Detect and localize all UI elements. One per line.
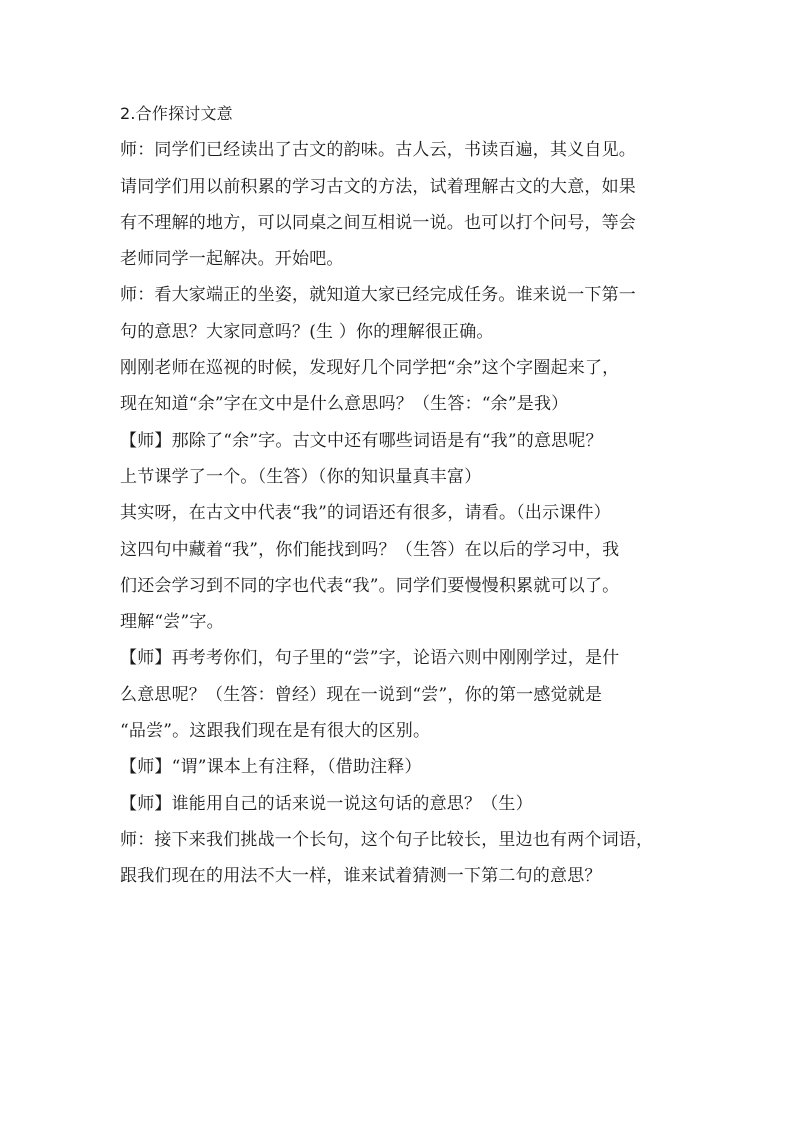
paragraph-line: 理解“尝”字。	[120, 612, 224, 633]
paragraph-line: 上节课学了一个。（生答）（你的知识量真丰富）	[120, 466, 482, 487]
paragraph-line: 师：接下来我们挑战一个长句，这个句子比较长，里边也有两个词语，	[120, 829, 654, 850]
paragraph-line: 刚刚老师在巡视的时候，发现好几个同学把“余”这个字圈起来了，	[120, 358, 620, 379]
paragraph-line: 有不理解的地方，可以同桌之间互相说一说。也可以打个问号，等会	[120, 212, 636, 233]
paragraph-line: 么意思呢？（生答：曾经）现在一说到“尝”，你的第一感觉就是	[120, 684, 603, 705]
paragraph-line: 师：同学们已经读出了古文的韵味。古人云，书读百遍，其义自见。	[120, 140, 636, 161]
paragraph-line: 这四句中藏着“我”，你们能找到吗？（生答）在以后的学习中，我	[120, 539, 620, 560]
paragraph-line: 【师】“谓”课本上有注释，（借助注释）	[120, 757, 422, 778]
paragraph-line: 跟我们现在的用法不大一样，谁来试着猜测一下第二句的意思？	[120, 866, 602, 887]
paragraph-line: 句的意思？大家同意吗？(生 ）你的理解很正确。	[120, 321, 494, 342]
paragraph-line: “品尝”。这跟我们现在是有很大的区别。	[120, 721, 431, 742]
paragraph-line: 【师】再考考你们，句子里的“尝”字，论语六则中刚刚学过，是什	[120, 648, 620, 669]
paragraph-line: 们还会学习到不同的字也代表“我”。同学们要慢慢积累就可以了。	[120, 575, 620, 596]
document-body	[120, 96, 680, 895]
paragraph-line: 师：看大家端正的坐姿，就知道大家已经完成任务。谁来说一下第一	[120, 285, 636, 306]
paragraph-line: 老师同学一起解决。开始吧。	[120, 249, 344, 270]
paragraph-line: 【师】谁能用自己的话来说一说这句话的意思？（生）	[120, 793, 533, 814]
paragraph-line: 【师】那除了“余”字。古文中还有哪些词语是有“我”的意思呢？	[120, 430, 603, 451]
paragraph-line: 请同学们用以前积累的学习古文的方法，试着理解古文的大意，如果	[120, 176, 636, 197]
section-heading: 2.合作探讨文意	[120, 104, 233, 123]
paragraph-line: 其实呀，在古文中代表“我”的词语还有很多，请看。（出示课件）	[120, 503, 611, 524]
paragraph-line: 现在知道“余”字在文中是什么意思吗？（生答：“余”是我）	[120, 394, 569, 415]
